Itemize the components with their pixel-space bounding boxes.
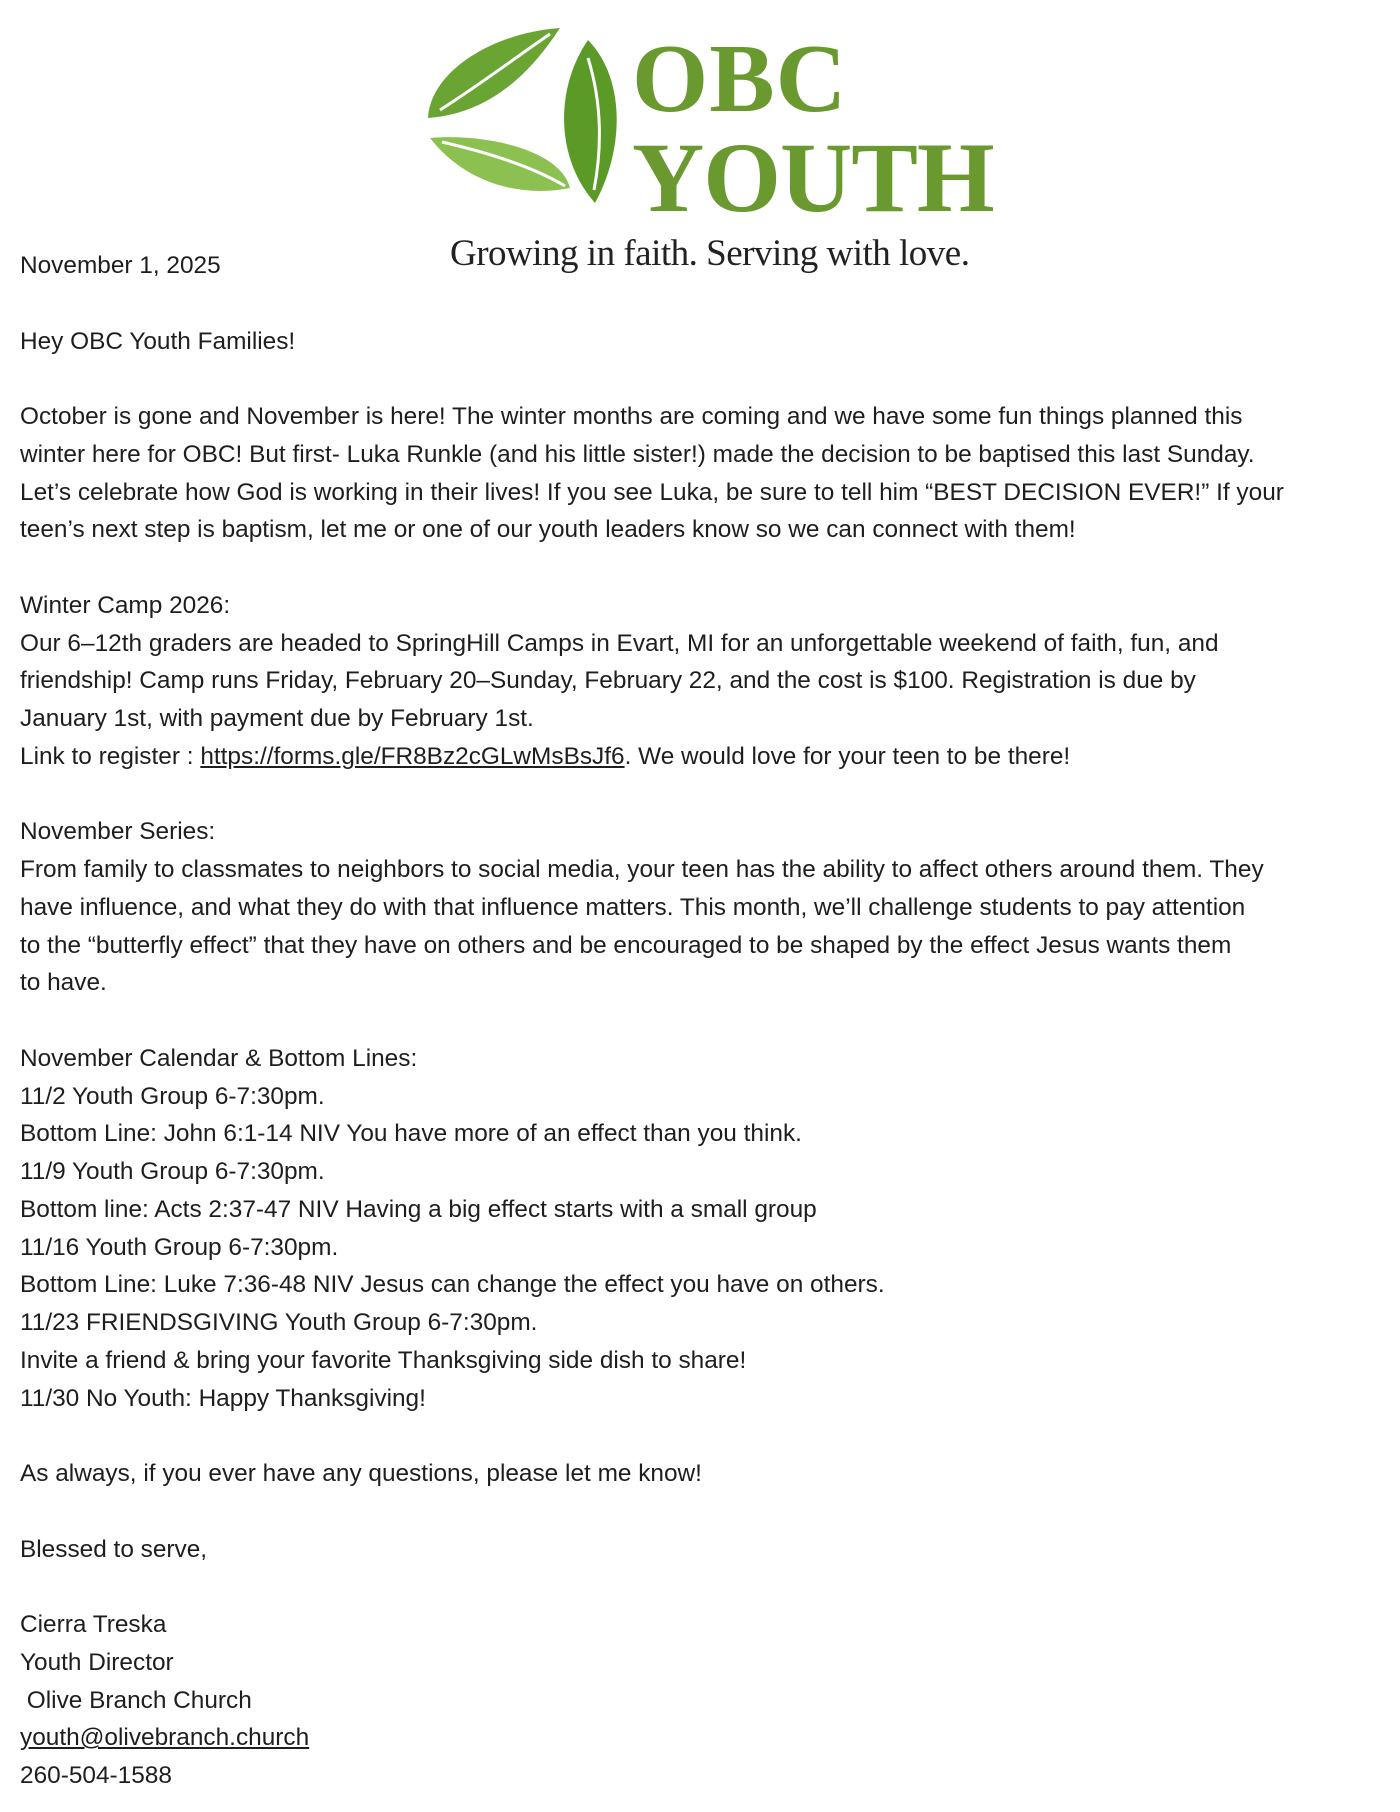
november-series-line: to have.: [20, 969, 107, 997]
intro-line: winter here for OBC! But first- Luka Runkle (and his little sister!) made the decision to be baptised this last Sunday.: [20, 440, 1255, 468]
calendar-line: 11/30 No Youth: Happy Thanksgiving!: [20, 1384, 426, 1412]
closing-line: As always, if you ever have any questions, please let me know!: [20, 1460, 702, 1487]
signature-title: Youth Director: [20, 1648, 174, 1676]
register-prefix: Link to register :: [20, 742, 201, 770]
winter-camp-heading: Winter Camp 2026:: [20, 591, 231, 619]
calendar-line: 11/16 Youth Group 6-7:30pm.: [20, 1233, 339, 1261]
logo-word-youth: YOUTH: [632, 122, 994, 233]
calendar-line: Bottom Line: John 6:1-14 NIV You have more of an effect than you think.: [20, 1120, 802, 1148]
register-link[interactable]: https://forms.gle/FR8Bz2cGLwMsBsJf6: [200, 742, 625, 770]
calendar-line: 11/23 FRIENDSGIVING Youth Group 6-7:30pm.: [20, 1309, 538, 1336]
intro-line: October is gone and November is here! The winter months are coming and we have some fun things planned this: [20, 403, 1243, 430]
obc-youth-logo: [420, 18, 1010, 283]
signature-email: [20, 1719, 1390, 1757]
intro-line: teen’s next step is baptism, let me or one of our youth leaders know so we can connect with them!: [20, 516, 1076, 544]
intro-line: Let’s celebrate how God is working in their lives! If you see Luka, be sure to tell him “BEST DECISION EVER!” If your: [20, 478, 1284, 506]
calendar-line: Invite a friend & bring your favorite Thanksgiving side dish to share!: [20, 1346, 747, 1374]
signature-church: Olive Branch Church: [20, 1686, 252, 1714]
email-link[interactable]: youth@olivebranch.church: [20, 1724, 310, 1752]
logo-tagline: Growing in faith. Serving with love.: [450, 233, 970, 274]
letter-date: November 1, 2025: [20, 252, 221, 279]
calendar-heading: November Calendar & Bottom Lines:: [20, 1044, 418, 1072]
greeting: Hey OBC Youth Families!: [20, 327, 296, 355]
winter-camp-line: January 1st, with payment due by February 1st.: [20, 705, 534, 732]
november-series-line: have influence, and what they do with that influence matters. This month, we’ll challenge students to pay attention: [20, 893, 1246, 921]
leaves-icon: [420, 18, 635, 218]
signature-phone: 260-504-1588: [20, 1762, 172, 1789]
logo-word-obc: OBC: [632, 25, 848, 133]
register-line: [20, 738, 1390, 776]
november-series-heading: November Series:: [20, 818, 216, 846]
letter-body: [20, 247, 1390, 1795]
winter-camp-line: Our 6–12th graders are headed to SpringHill Camps in Evart, MI for an unforgettable weekend of faith, fun, and: [20, 629, 1219, 657]
calendar-line: Bottom Line: Luke 7:36-48 NIV Jesus can change the effect you have on others.: [20, 1271, 885, 1299]
register-suffix: . We would love for your teen to be there!: [624, 742, 1071, 770]
signature-name: Cierra Treska: [20, 1611, 167, 1638]
november-series-line: to the “butterfly effect” that they have on others and be encouraged to be shaped by the effect Jesus wants them: [20, 931, 1232, 959]
calendar-line: 11/9 Youth Group 6-7:30pm.: [20, 1158, 325, 1185]
november-series-line: From family to classmates to neighbors to social media, your teen has the ability to affect others around them. They: [20, 856, 1264, 883]
calendar-line: 11/2 Youth Group 6-7:30pm.: [20, 1082, 325, 1110]
winter-camp-line: friendship! Camp runs Friday, February 20–Sunday, February 22, and the cost is $100. Registration is due by: [20, 667, 1196, 695]
calendar-line: Bottom line: Acts 2:37-47 NIV Having a big effect starts with a small group: [20, 1195, 817, 1223]
signoff: Blessed to serve,: [20, 1535, 208, 1563]
